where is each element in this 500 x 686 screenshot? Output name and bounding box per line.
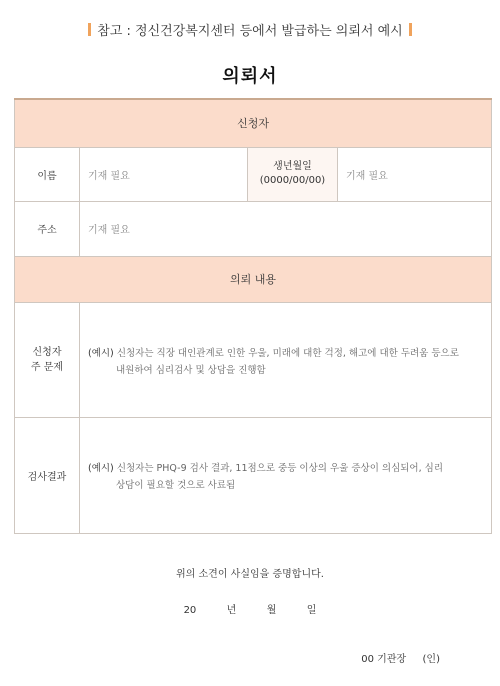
main-issue-text-line2: 내원하여 심리검사 및 상담을 진행함 [116,364,266,376]
dob-label-line1: 생년월일 [273,161,312,172]
date-day-unit: 일 [306,605,317,616]
dob-label [248,147,338,201]
document-title: 의뢰서 [222,66,278,87]
date-year-unit: 년 [226,605,237,616]
main-issue-text-line1: 신청자는 직장 대인관계로 인한 우울, 미래에 대한 걱정, 해고에 대한 두려움 등으로 [116,347,459,359]
name-label: 이름 [15,147,80,201]
left-accent-bar [88,23,91,36]
name-field[interactable]: 기재 필요 [80,147,248,201]
reference-note [0,20,500,39]
institution-name: 00 기관장 [361,654,407,665]
date-year: 20 [183,605,197,616]
main-issue-prefix: (예시) [88,347,114,359]
main-issue-label-line1: 신청자 [32,346,62,358]
test-result-text-line2: 상담이 필요할 것으로 사료됨 [116,479,236,491]
applicant-section-header: 신청자 [15,99,492,147]
seal-mark: (인) [422,654,440,665]
reference-note-text: 참고 : 정신건강복지센터 등에서 발급하는 의뢰서 예시 [97,24,403,39]
test-result-label: 검사결과 [15,417,80,533]
date-month-unit: 월 [266,605,277,616]
right-accent-bar [409,23,412,36]
certification-statement: 위의 소견이 사실임을 증명합니다. [176,569,324,580]
referral-form-table [14,98,492,534]
dob-label-line2: (0000/00/00) [259,175,326,186]
institution-signature [361,650,440,665]
issue-date [0,601,500,616]
main-issue-label [15,302,80,417]
main-issue-label-line2: 주 문제 [30,361,64,373]
address-label: 주소 [15,201,80,256]
dob-field[interactable]: 기재 필요 [338,147,492,201]
address-field[interactable]: 기재 필요 [80,201,492,256]
test-result-text-line1: 신청자는 PHQ-9 검사 결과, 11점으로 중등 이상의 우울 증상이 의심되어, 심리 [116,462,444,474]
test-result-prefix: (예시) [88,462,114,474]
main-issue-field[interactable] [80,302,492,417]
test-result-field[interactable] [80,417,492,533]
referral-section-header: 의뢰 내용 [15,256,492,302]
